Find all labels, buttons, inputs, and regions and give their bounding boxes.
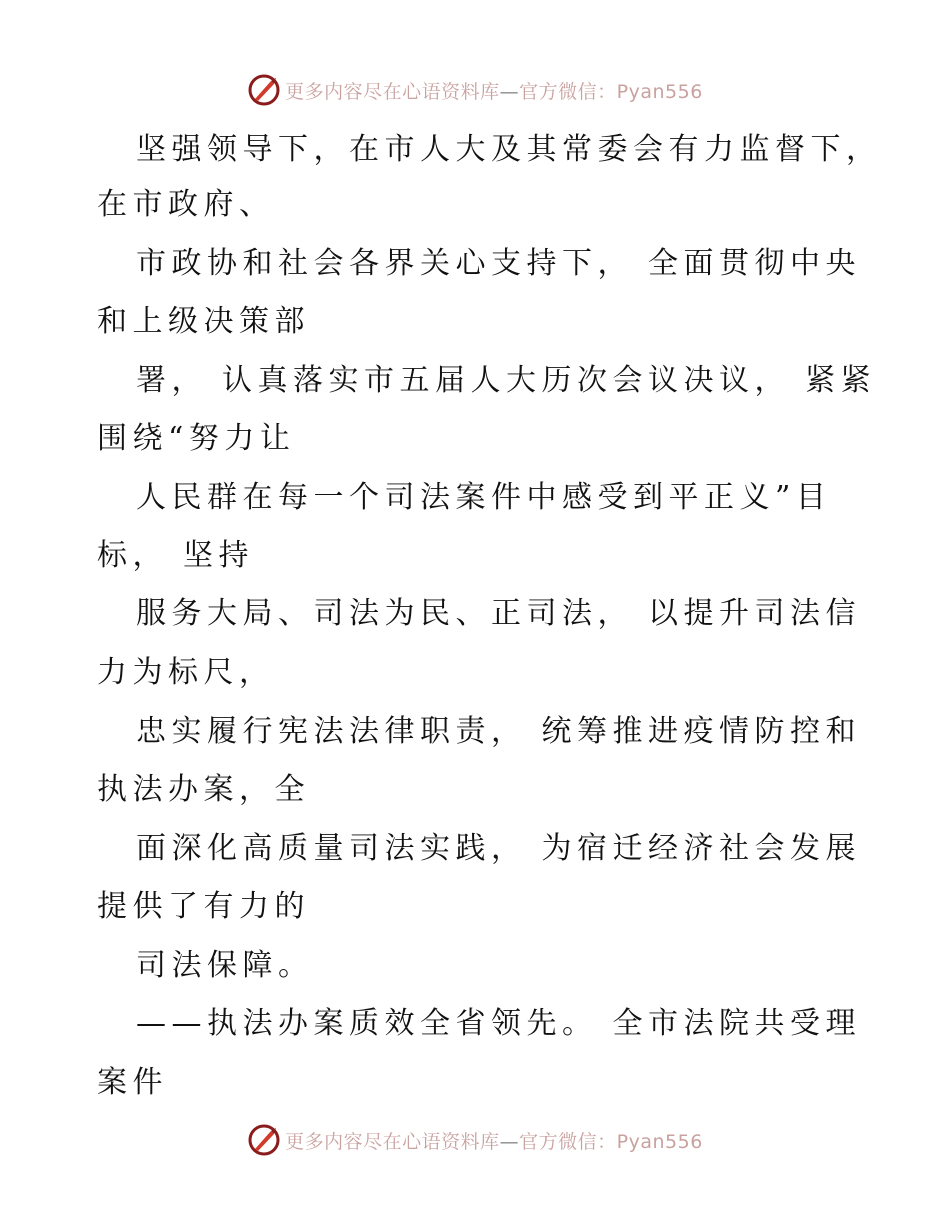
text-line: 忠实履行宪法法律职责， 统筹推进疫情防控和 [136, 714, 862, 749]
text-line: 坚强领导下，在市人大及其常委会有力监督下， [136, 132, 882, 167]
header-watermark [0, 68, 950, 112]
text-line: 服务大局、司法为民、正司法， 以提升司法信 [136, 596, 862, 631]
quill-pen-logo-icon [247, 73, 281, 107]
text-line: 人民群在每一个司法案件中感受到平正义”目 [136, 480, 832, 515]
text-line: 市政协和社会各界关心支持下， 全面贯彻中央 [136, 246, 862, 281]
quill-pen-logo-icon [247, 1123, 281, 1157]
text-line: 和上级决策部 [97, 304, 310, 339]
text-line: 司法保障。 [136, 948, 314, 983]
watermark-main-text: 更多内容尽在心语资料库 [285, 1130, 500, 1153]
text-line: 标， 坚持 [97, 538, 255, 573]
watermark-wechat-text: 官方微信：Pyan556 [519, 1130, 703, 1153]
text-line: 执法办案，全 [97, 772, 310, 807]
watermark-main-text: 更多内容尽在心语资料库 [285, 80, 500, 103]
watermark-text [285, 1127, 703, 1154]
text-line: 署， 认真落实市五届人大历次会议决议， 紧紧 [136, 363, 877, 398]
watermark-separator: — [499, 1130, 520, 1153]
footer-watermark [0, 1118, 950, 1162]
text-line: 围绕“努力让 [97, 421, 296, 456]
text-line: 面深化高质量司法实践， 为宿迁经济社会发展 [136, 831, 862, 866]
watermark-text [285, 77, 703, 104]
text-line: 力为标尺， [97, 655, 275, 690]
watermark-separator: — [499, 80, 520, 103]
watermark-wechat-text: 官方微信：Pyan556 [519, 80, 703, 103]
text-line: ——执法办案质效全省领先。 全市法院共受理 [136, 1006, 862, 1041]
text-line: 提供了有力的 [97, 889, 310, 924]
text-line: 案件 [97, 1065, 168, 1100]
text-line: 在市政府、 [97, 187, 275, 222]
